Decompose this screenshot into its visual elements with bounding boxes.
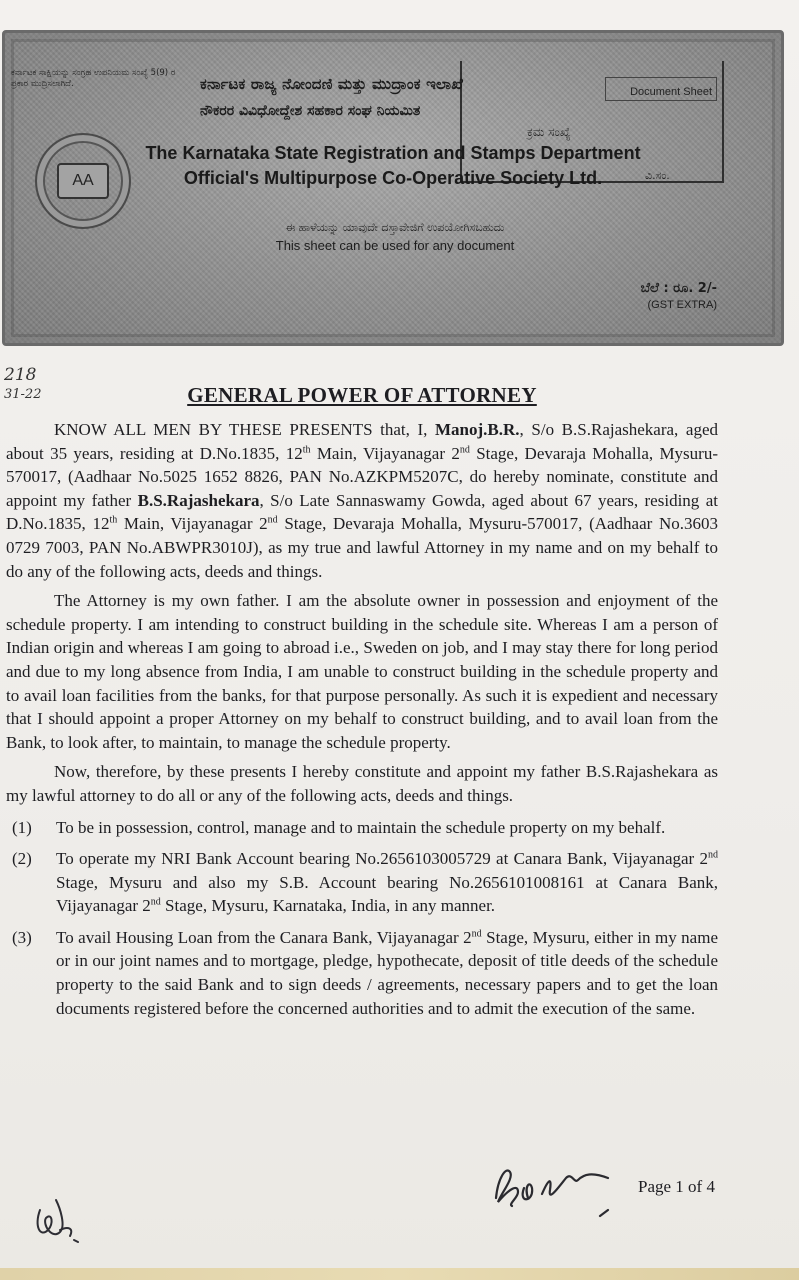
seal-emblem — [35, 133, 131, 229]
list-item: (1) To be in possession, control, manage and to maintain the schedule property on my behalf. — [12, 817, 666, 837]
list-item: (3) To avail Housing Loan from the Canara Bank, Vijayanagar 2nd Stage, Mysuru, either in my name or in our joint names and to mortgage, pledge, hypothecate, deposit of title deeds of the schedule property to the said Bank and to sign deeds / agreements, necessary papers and to get the loan documents registered before the concerned authorities and to admit the execution of the same. — [12, 927, 718, 1018]
paragraph-2: The Attorney is my own father. I am the absolute owner in possession and enjoyment of the schedule property. I am intending to construct building in the schedule site. Whereas I am a person of Indian origin and whereas I am going to abroad i.e., Sweden on job, and I may stay there for long period and due to my long absence from India, I am unable to construct building in the schedule property and to avail loan facilities from the banks, for that purpose personally. As such it is expedient and necessary that I should appoint a proper Attorney on my behalf to construct building, and to avail loan from the Bank, to look after, to maintain, to manage the schedule property. — [6, 591, 718, 752]
stamp-price: ಬೆಲೆ : ರೂ. 2/- — [640, 281, 717, 296]
seal-text: AA — [57, 163, 109, 199]
stamp-kannada-title-1: ಕರ್ನಾಟಕ ರಾಜ್ಯ ನೋಂದಣಿ ಮತ್ತು ಮುದ್ರಾಂಕ ಇಲಾಖೆ — [200, 75, 463, 93]
initials-mark — [30, 1190, 100, 1250]
handwritten-number: 218 — [4, 365, 37, 385]
list-item: (2) To operate my NRI Bank Account bearing No.2656103005729 at Canara Bank, Vijayanagar 2nd Stage, Mysuru and also my S.B. Account bearing No.2656101008161 at Canara Bank, Vijayanagar 2nd Stage, Mysuru, Karnataka, India, in any manner. — [12, 849, 718, 916]
stamp-kannada-note: ಕರ್ನಾಟಕ ಸಾಕ್ಷಿಯನ್ನು ಸಂಗ್ರಹ ಉಪನಿಯಮ ಸಂಖ್ಯೆ 5(9) ರ ಪ್ರಕಾರ ಮುದ್ರಿಸಲಾಗಿದೆ. — [11, 68, 176, 89]
stamp-english-title-2: Official's Multipurpose Co-Operative Society Ltd. — [183, 168, 603, 188]
stamp-kannada-title-2: ನೌಕರರ ವಿವಿಧೋದ್ದೇಶ ಸಹಕಾರ ಸಂಘ ನಿಯಮಿತ — [200, 103, 421, 119]
document-sheet-label: Document Sheet — [605, 77, 717, 101]
powers-list — [6, 816, 718, 1021]
stamp-english-title-1: The Karnataka State Registration and Stamps Department — [145, 143, 641, 163]
signature-mark — [488, 1158, 638, 1218]
stamp-gst-note: (GST EXTRA) — [647, 299, 717, 311]
stamp-kannada-usage: ಈ ಹಾಳೆಯನ್ನು ಯಾವುದೇ ದಸ್ತಾವೇಜಿಗೆ ಉಪಯೋಗಿಸಬಹುದು — [285, 221, 505, 234]
stamp-english-title — [143, 141, 643, 191]
page-number: Page 1 of 4 — [638, 1177, 715, 1196]
stamp-kannada-serial: ಕ್ರಮ ಸಂಖ್ಯೆ — [527, 125, 571, 139]
paragraph-1: KNOW ALL MEN BY THESE PRESENTS that, I, Manoj.B.R., S/o B.S.Rajashekara, aged about 35 years, residing at D.No.1835, 12th Main, Vijayanagar 2nd Stage, Devaraja Mohalla, Mysuru-570017, (Aadhaar No.5025 1652 8826, PAN No.AZKPM5207C, do hereby nominate, constitute and appoint my father B.S.Rajashekara, S/o Late Sannaswamy Gowda, aged about 67 years, residing at D.No.1835, 12th Main, Vijayanagar 2nd Stage, Devaraja Mohalla, Mysuru-570017, (Aadhaar No.3603 0729 7003, PAN No.ABWPR3010J), as my true and lawful Attorney in my name and on my behalf to do any of the following acts, deeds and things. — [6, 420, 718, 581]
stamp-kannada-serial-2: ವಿ.ಸಂ. — [645, 169, 670, 182]
page-bottom-edge — [0, 1268, 799, 1280]
stamp-paper-header — [2, 30, 784, 346]
handwritten-date: 31-22 — [4, 387, 42, 402]
document-heading: GENERAL POWER OF ATTORNEY — [187, 383, 537, 407]
document-body — [6, 418, 718, 1020]
paragraph-3: Now, therefore, by these presents I hereby constitute and appoint my father B.S.Rajashekara as my lawful attorney to do all or any of the following acts, deeds and things. — [6, 762, 718, 805]
stamp-english-usage: This sheet can be used for any document — [275, 238, 515, 253]
